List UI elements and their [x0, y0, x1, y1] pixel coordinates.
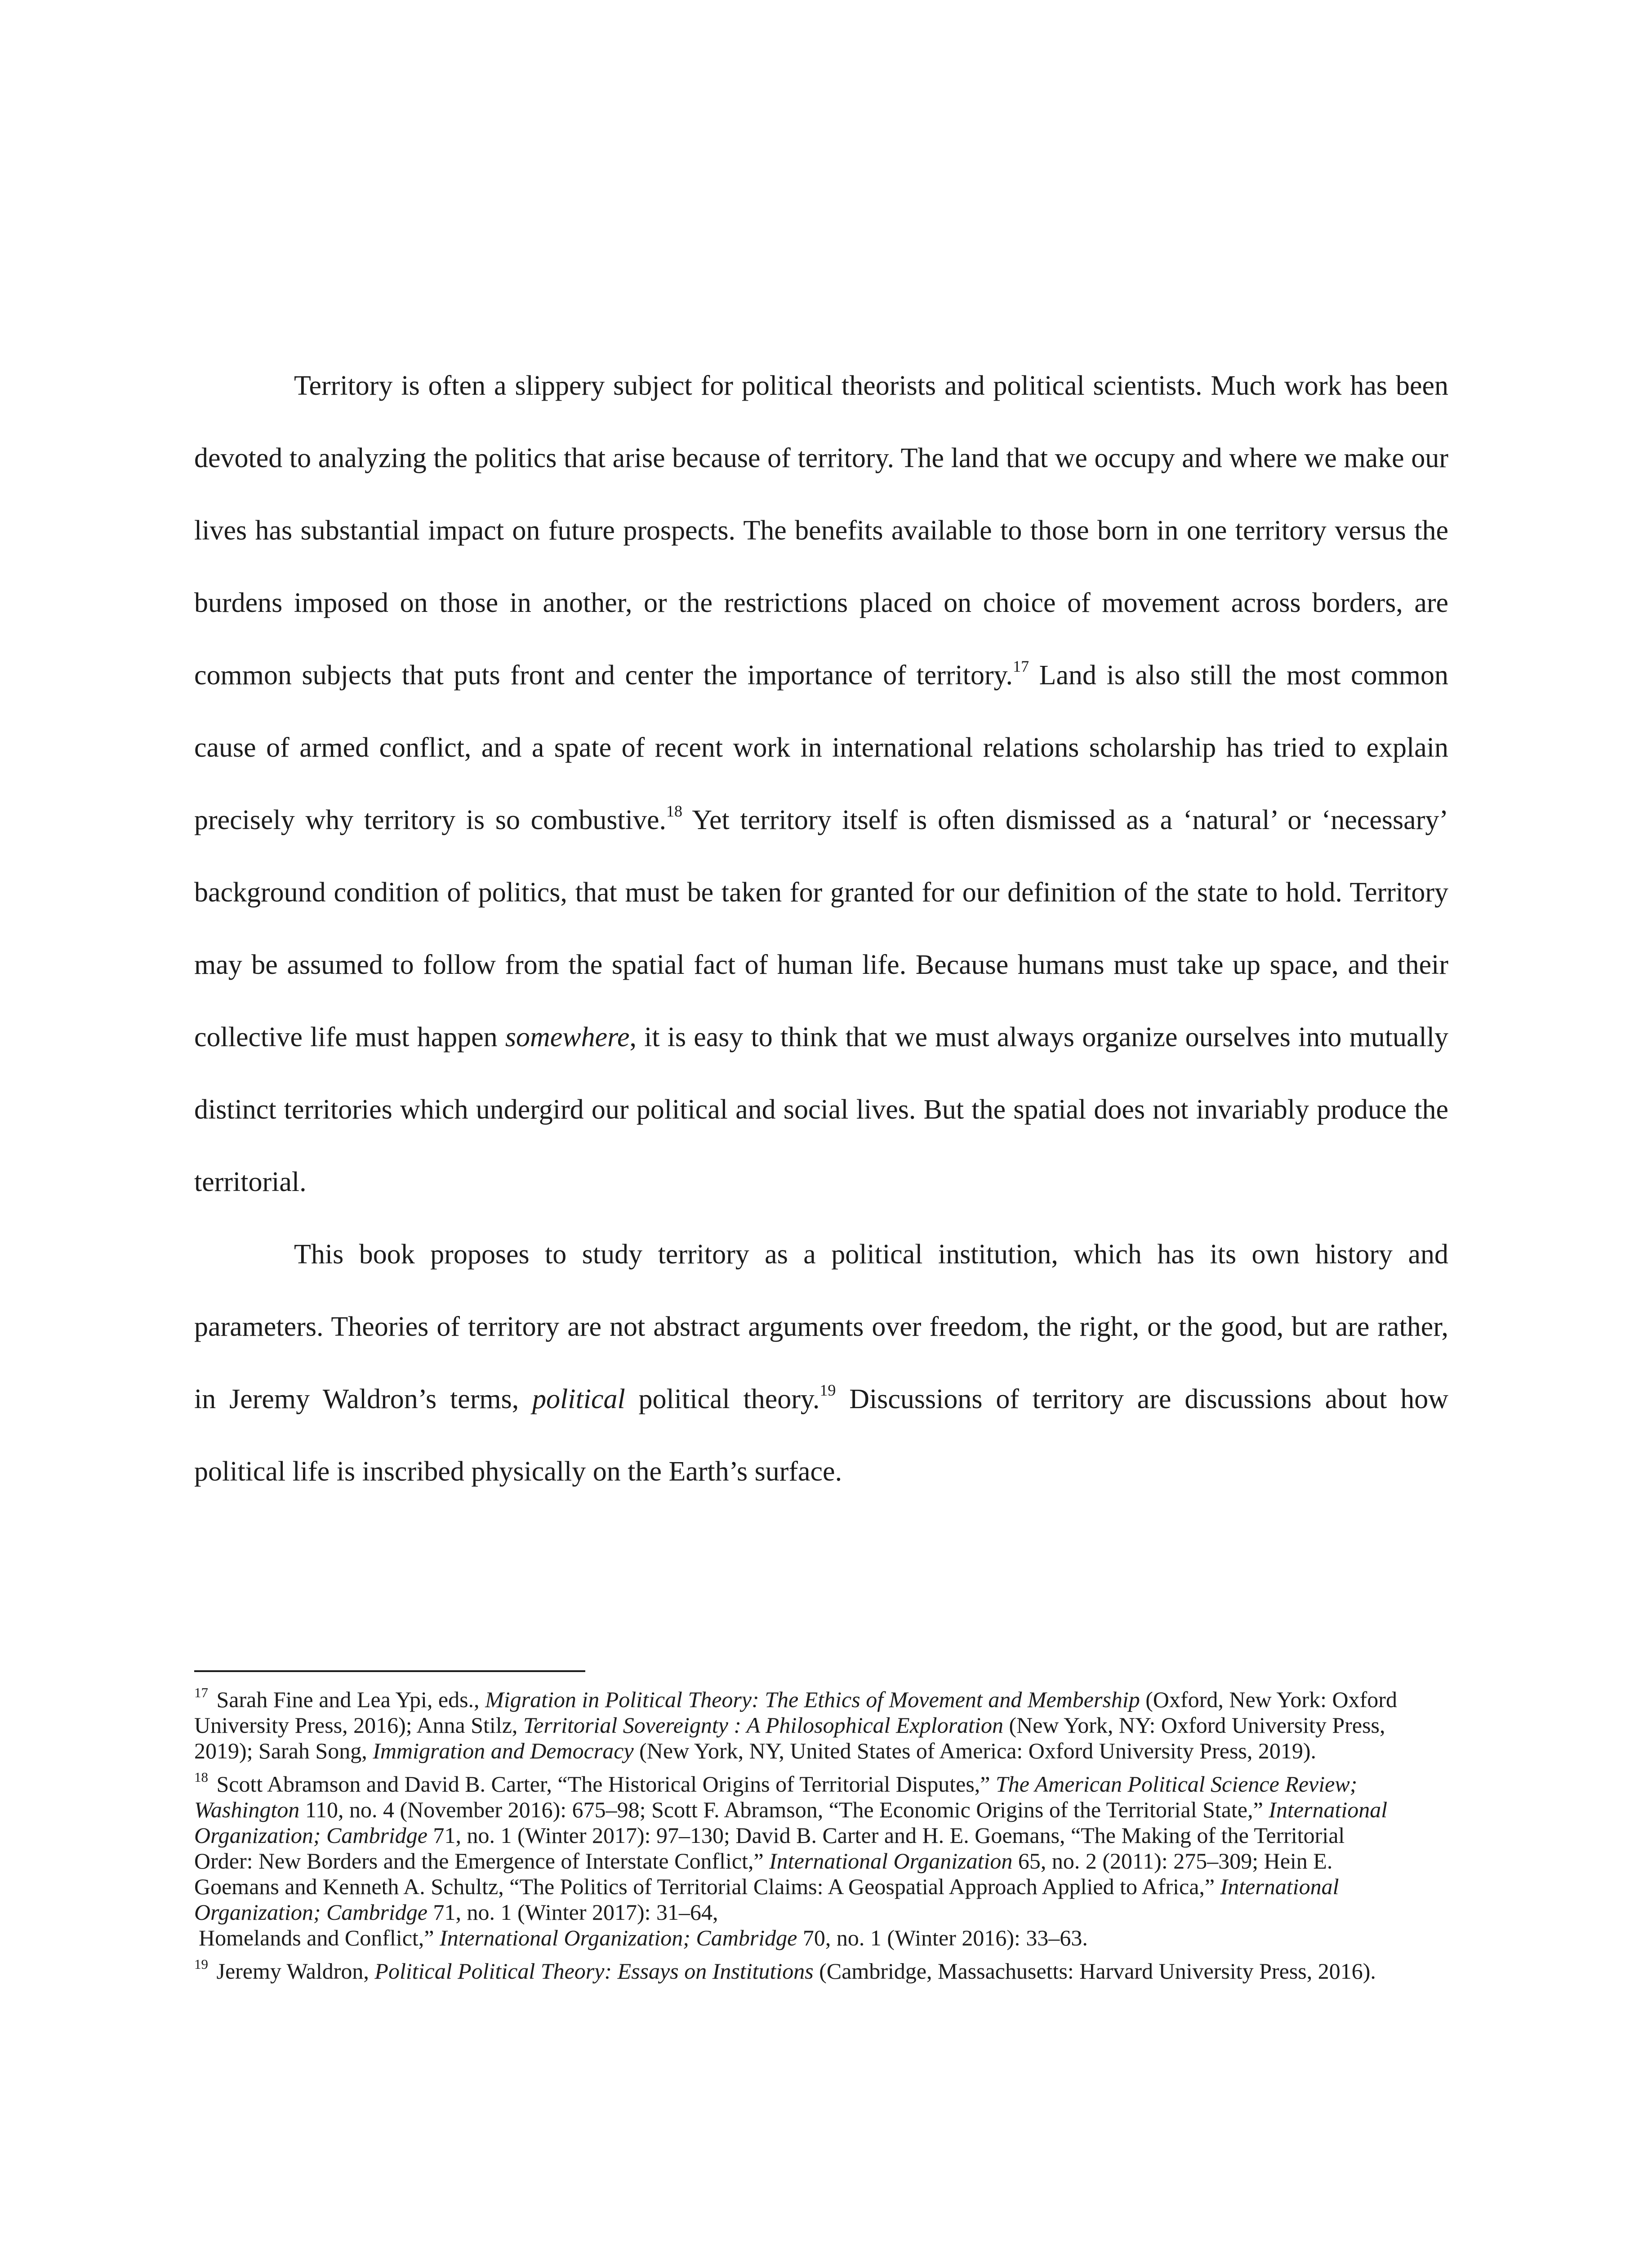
footnote-text: (New York, NY: Oxford University Press, 2019); Sarah Song,	[194, 1713, 1385, 1763]
p1-sentence-4: , it is easy to think that we must always organize ourselves into mutually distinct territories which undergird our political and social lives. But the spatial does not invariably produce the territorial.	[194, 1022, 1449, 1197]
footnote-text: 110, no. 4 (November 2016): 675–98; Scott F. Abramson, “The Economic Origins of the Territorial State,”	[299, 1797, 1269, 1822]
footnote-text: 71, no. 1 (Winter 2017): 97–130; David B. Carter and H. E. Goemans, “The Making of the Territorial Order: New Borders and the Emergence of Interstate Conflict,”	[194, 1823, 1345, 1873]
footnote-title: Political Political Theory: Essays on Institutions	[374, 1958, 814, 1984]
footnote-ref-18[interactable]: 18	[666, 802, 682, 821]
footnote-title: International Organization	[769, 1848, 1013, 1873]
footnote-text: (Oxford, New York: Oxford University Press, 2016); Anna Stilz,	[194, 1687, 1397, 1738]
paragraph-2	[194, 1218, 1448, 1508]
footnote-text: 70, no. 1 (Winter 2016): 33–63.	[797, 1925, 1088, 1950]
footnote-title: International Organization; Cambridge	[194, 1797, 1388, 1848]
footnotes	[194, 1687, 1408, 1992]
paragraph-1	[194, 350, 1448, 1218]
footnote-text: Jeremy Waldron,	[211, 1958, 375, 1984]
p2-emphasis-political: political	[532, 1384, 625, 1414]
p2-sentence-1: This book proposes to study territory as a political institution, which has its own history and parameters. Theories of territory are not abstract arguments over freedom, the right, or the good, but are rather, in Jeremy Waldron’s terms,	[194, 1239, 1448, 1414]
footnote-title: Territorial Sovereignty : A Philosophical Exploration	[523, 1713, 1003, 1738]
footnote-text: (Cambridge, Massachusetts: Harvard University Press, 2016).	[813, 1958, 1376, 1984]
footnote-ref-17[interactable]: 17	[1013, 657, 1029, 676]
p1-sentence-2: Land is also still the most common cause of armed conflict, and a spate of recent work in international relations scholarship has tried to explain precisely why territory is so combustive.	[194, 660, 1448, 835]
footnote-18	[194, 1771, 1408, 1951]
footnote-title: Immigration and Democracy	[373, 1738, 634, 1763]
p1-sentence-3: Yet territory itself is often dismissed as a ‘natural’ or ‘necessary’ background condition of politics, that must be taken for granted for our definition of the state to hold. Territory may be assumed to follow from the spatial fact of human life. Because humans must take up space, and their collective life must happen	[194, 805, 1448, 1053]
footnote-19	[194, 1958, 1408, 1984]
footnote-text: Scott Abramson and David B. Carter, “The Historical Origins of Territorial Disputes,”	[211, 1771, 996, 1797]
footnote-number: 17	[194, 1685, 208, 1701]
footnote-title: Migration in Political Theory: The Ethics of Movement and Membership	[485, 1687, 1140, 1712]
footnote-continuation	[194, 1925, 1408, 1951]
footnote-title: International Organization; Cambridge	[440, 1925, 797, 1950]
footnote-text: (New York, NY, United States of America: Oxford University Press, 2019).	[633, 1738, 1317, 1763]
footnote-17	[194, 1687, 1408, 1764]
footnote-text: 71, no. 1 (Winter 2017): 31–64,	[427, 1900, 718, 1925]
p2-sentence-2: political theory.	[625, 1384, 820, 1414]
footnote-title: The American Political Science Review; Washington	[194, 1771, 1358, 1822]
footnote-ref-19[interactable]: 19	[819, 1381, 836, 1400]
p2-sentence-3: Discussions of territory are discussions about how political life is inscribed physically on the Earth’s surface.	[194, 1384, 1449, 1487]
footnote-number: 18	[194, 1769, 208, 1785]
p1-emphasis-somewhere: somewhere	[505, 1022, 630, 1053]
footnote-title: International Organization; Cambridge	[194, 1874, 1339, 1925]
footnote-text: Sarah Fine and Lea Ypi, eds.,	[211, 1687, 485, 1712]
footnote-number: 19	[194, 1956, 208, 1972]
footnote-divider	[194, 1670, 585, 1672]
footnote-text: 65, no. 2 (2011): 275–309; Hein E. Goemans and Kenneth A. Schultz, “The Politics of Territorial Claims: A Geospatial Approach Applied to Africa,”	[194, 1848, 1333, 1899]
p1-sentence-1: Territory is often a slippery subject for political theorists and political scientists. Much work has been devoted to analyzing the politics that arise because of territory. The land that we occupy and where we make our lives has substantial impact on future prospects. The benefits available to those born in one territory versus the burdens imposed on those in another, or the restrictions placed on choice of movement across borders, are common subjects that puts front and center the importance of territory.	[194, 370, 1448, 691]
main-text	[194, 350, 1448, 1508]
footnote-text: Homelands and Conflict,”	[199, 1925, 440, 1950]
